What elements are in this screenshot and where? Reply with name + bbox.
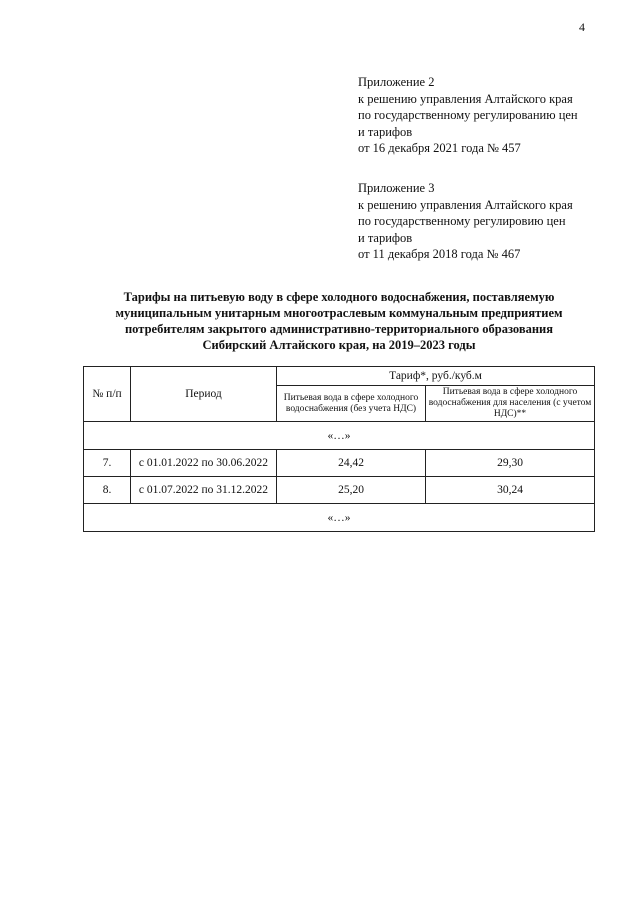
header-with-vat: Питьевая вода в сфере холодного водоснабжения для населения (с учетом НДС)** (426, 386, 595, 422)
row-number: 7. (84, 450, 131, 477)
row-period: с 01.01.2022 по 30.06.2022 (131, 450, 277, 477)
annex-2-line: по государственному регулированию цен (358, 108, 578, 123)
title-line: Сибирский Алтайского края, на 2019–2023 годы (202, 338, 476, 352)
annex-2-block (358, 74, 578, 157)
annex-3-line: от 11 декабря 2018 года № 467 (358, 247, 521, 262)
annex-2-line: от 16 декабря 2021 года № 457 (358, 141, 521, 156)
document-title (84, 289, 594, 353)
annex-2-line: и тарифов (358, 124, 413, 139)
annex-3-block (358, 180, 573, 263)
title-line: потребителям закрытого административно-территориального образования (124, 322, 553, 336)
annex-3-line: и тарифов (358, 230, 413, 245)
title-line: Тарифы на питьевую воду в сфере холодного водоснабжения, поставляемую (123, 290, 555, 304)
header-number: № п/п (84, 367, 131, 422)
table-row (84, 450, 595, 477)
row-tariff-with-vat: 30,24 (426, 477, 595, 504)
annex-2-line: Приложение 2 (358, 75, 435, 89)
annex-3-line: по государственному регулировию цен (358, 214, 566, 229)
header-no-vat: Питьевая вода в сфере холодного водоснабжения (без учета НДС) (277, 386, 426, 422)
table-row (84, 477, 595, 504)
header-period: Период (131, 367, 277, 422)
annex-3-line: к решению управления Алтайского края (358, 197, 573, 212)
title-line: муниципальным унитарным многоотраслевым коммунальным предприятием (115, 306, 563, 320)
ellipsis-row: «…» (84, 422, 595, 450)
row-tariff-no-vat: 25,20 (277, 477, 426, 504)
row-tariff-no-vat: 24,42 (277, 450, 426, 477)
annex-2-line: к решению управления Алтайского края (358, 91, 573, 106)
tariffs-table (83, 366, 595, 532)
ellipsis-row: «…» (84, 504, 595, 532)
row-number: 8. (84, 477, 131, 504)
row-period: с 01.07.2022 по 31.12.2022 (131, 477, 277, 504)
row-tariff-with-vat: 29,30 (426, 450, 595, 477)
annex-3-line: Приложение 3 (358, 181, 435, 195)
page-number: 4 (579, 20, 585, 34)
header-tariff: Тариф*, руб./куб.м (277, 367, 595, 386)
